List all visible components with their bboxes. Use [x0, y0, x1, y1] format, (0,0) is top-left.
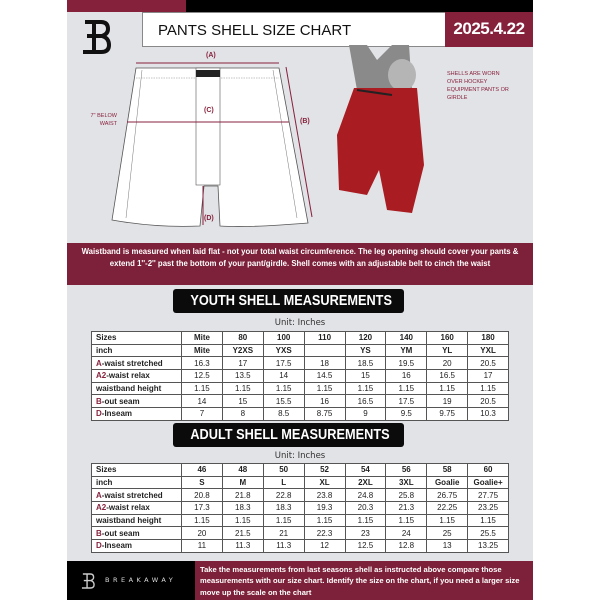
table-cell: 58	[427, 464, 468, 477]
table-cell: 180	[468, 332, 509, 345]
table-cell: 27.75	[468, 489, 509, 502]
measure-label: -out seam	[101, 528, 140, 538]
table-row	[92, 540, 509, 553]
row-label	[92, 344, 182, 357]
table-cell: 20	[182, 527, 223, 540]
table-row	[92, 344, 509, 357]
table-cell: 18	[304, 357, 345, 370]
table-cell: 15	[345, 370, 386, 383]
table-cell: 12.8	[386, 540, 427, 553]
brand-name: BREAKAWAY	[105, 576, 177, 584]
table-cell: 12.5	[345, 540, 386, 553]
measure-label: inch	[96, 346, 113, 356]
footer-brand	[67, 561, 195, 600]
table-cell: 24.8	[345, 489, 386, 502]
table-cell: 1.15	[222, 382, 263, 395]
row-label	[92, 408, 182, 421]
measure-label: -waist relax	[106, 371, 150, 381]
table-cell: YXS	[263, 344, 304, 357]
table-cell: 1.15	[427, 514, 468, 527]
table-cell: 11.3	[222, 540, 263, 553]
table-row	[92, 489, 509, 502]
table-cell: YXL	[468, 344, 509, 357]
adult-heading-text: ADULT SHELL MEASUREMENTS	[190, 426, 390, 443]
label-c: (C)	[204, 107, 214, 114]
table-cell: 1.15	[263, 382, 304, 395]
table-cell: 13	[427, 540, 468, 553]
table-cell: 9.5	[386, 408, 427, 421]
row-label	[92, 489, 182, 502]
table-cell	[304, 344, 345, 357]
table-cell: 2XL	[345, 476, 386, 489]
table-row	[92, 476, 509, 489]
table-cell: 1.15	[386, 514, 427, 527]
table-cell: 1.15	[182, 514, 223, 527]
measure-code: A2	[96, 371, 107, 381]
table-cell: Y2XS	[222, 344, 263, 357]
measure-code: B	[96, 396, 102, 406]
footer-instructions: Take the measurements from last seasons shell as instructed above compare those measurements with our size chart. Identify the size on the chart, if you need a larger size move up the scale on the chart	[195, 561, 533, 600]
table-cell: 1.15	[263, 514, 304, 527]
table-cell: 22.8	[263, 489, 304, 502]
table-cell: 19	[427, 395, 468, 408]
page-title: PANTS SHELL SIZE CHART	[142, 12, 445, 47]
table-cell: 1.15	[468, 514, 509, 527]
table-cell: 54	[345, 464, 386, 477]
table-cell: 20.5	[468, 357, 509, 370]
measure-label: -Inseam	[101, 541, 133, 551]
table-cell: 25.5	[468, 527, 509, 540]
table-cell: 14	[182, 395, 223, 408]
measure-code: D	[96, 541, 102, 551]
youth-unit: Unit: Inches	[274, 318, 326, 328]
table-cell: 1.15	[427, 382, 468, 395]
table-cell: 48	[222, 464, 263, 477]
row-label	[92, 332, 182, 345]
table-cell: 8	[222, 408, 263, 421]
table-cell: Goalie+	[468, 476, 509, 489]
table-cell: 140	[386, 332, 427, 345]
table-cell: 50	[263, 464, 304, 477]
measure-code: B	[96, 528, 102, 538]
label-b: (B)	[300, 118, 310, 125]
row-label	[92, 514, 182, 527]
table-cell: L	[263, 476, 304, 489]
row-label	[92, 502, 182, 515]
label-a: (A)	[206, 52, 216, 59]
table-row	[92, 370, 509, 383]
table-cell: 13.25	[468, 540, 509, 553]
table-cell: 21.8	[222, 489, 263, 502]
table-cell: Goalie	[427, 476, 468, 489]
table-row	[92, 382, 509, 395]
shell-note: SHELLS ARE WORN OVER HOCKEY EQUIPMENT PANTS OR GIRDLE	[447, 71, 509, 101]
table-cell: M	[222, 476, 263, 489]
table-cell: 20.3	[345, 502, 386, 515]
row-label	[92, 357, 182, 370]
table-row	[92, 332, 509, 345]
table-cell: 21	[263, 527, 304, 540]
table-cell: 120	[345, 332, 386, 345]
table-cell: 1.15	[304, 514, 345, 527]
table-cell: 11.3	[263, 540, 304, 553]
table-cell: 12	[304, 540, 345, 553]
table-cell: 23	[345, 527, 386, 540]
table-row	[92, 357, 509, 370]
date-badge: 2025.4.22	[445, 12, 533, 47]
measure-code: D	[96, 409, 102, 419]
measure-label: Sizes	[96, 465, 117, 475]
table-cell: 9	[345, 408, 386, 421]
table-cell: 60	[468, 464, 509, 477]
table-cell: 20.8	[182, 489, 223, 502]
table-cell: 22.25	[427, 502, 468, 515]
table-cell: 17.3	[182, 502, 223, 515]
table-cell: 17.5	[386, 395, 427, 408]
table-cell: 1.15	[222, 514, 263, 527]
table-cell: 21.3	[386, 502, 427, 515]
table-cell: 80	[222, 332, 263, 345]
table-cell: 1.15	[345, 514, 386, 527]
table-cell: 23.25	[468, 502, 509, 515]
table-cell: 16	[304, 395, 345, 408]
measure-code: A	[96, 358, 102, 368]
table-cell: 15	[222, 395, 263, 408]
table-cell: S	[182, 476, 223, 489]
table-row	[92, 464, 509, 477]
table-row	[92, 502, 509, 515]
table-cell: 3XL	[386, 476, 427, 489]
table-cell: 18.3	[263, 502, 304, 515]
table-cell: 26.75	[427, 489, 468, 502]
table-row	[92, 514, 509, 527]
table-cell: 15.5	[263, 395, 304, 408]
table-cell: Mite	[182, 344, 223, 357]
top-accent-bar	[67, 0, 186, 12]
measure-label: waistband height	[96, 516, 162, 526]
table-cell: 100	[263, 332, 304, 345]
measure-label: -waist stretched	[101, 358, 163, 368]
table-cell: 19.5	[386, 357, 427, 370]
hockey-shell-photo	[337, 45, 424, 213]
table-cell: 160	[427, 332, 468, 345]
table-row	[92, 395, 509, 408]
adult-unit: Unit: Inches	[274, 451, 326, 461]
measurement-info-banner: Waistband is measured when laid flat - not your total waist circumference. The leg opening should cover your pants & extend 1''-2'' past the bottom of your pant/girdle. Shell comes with an adjustable belt to cinch the waist	[67, 243, 533, 285]
table-cell: YM	[386, 344, 427, 357]
row-label	[92, 382, 182, 395]
table-cell: 8.75	[304, 408, 345, 421]
youth-size-table	[91, 331, 509, 421]
table-cell: 20.5	[468, 395, 509, 408]
adult-heading	[173, 423, 404, 447]
top-black-bar	[186, 0, 533, 12]
label-d: (D)	[204, 215, 214, 222]
table-cell: 46	[182, 464, 223, 477]
table-cell: 14	[263, 370, 304, 383]
table-cell: 17	[468, 370, 509, 383]
below-waist-note: 7'' BELOW WAIST	[90, 113, 117, 127]
table-cell: YS	[345, 344, 386, 357]
youth-heading	[173, 289, 404, 313]
measure-label: -waist stretched	[101, 490, 163, 500]
table-cell: 1.15	[386, 382, 427, 395]
measure-label: waistband height	[96, 384, 162, 394]
table-cell: 8.5	[263, 408, 304, 421]
table-cell: 16	[386, 370, 427, 383]
table-cell: 18.3	[222, 502, 263, 515]
table-cell: 14.5	[304, 370, 345, 383]
measure-code: A2	[96, 503, 107, 513]
row-label	[92, 395, 182, 408]
table-cell: 1.15	[345, 382, 386, 395]
table-cell: 7	[182, 408, 223, 421]
row-label	[92, 527, 182, 540]
table-row	[92, 408, 509, 421]
table-cell: 19.3	[304, 502, 345, 515]
table-cell: 16.5	[427, 370, 468, 383]
table-cell: 23.8	[304, 489, 345, 502]
table-cell: 22.3	[304, 527, 345, 540]
adult-size-table	[91, 463, 509, 553]
table-cell: 16.5	[345, 395, 386, 408]
table-cell: 110	[304, 332, 345, 345]
table-cell: 56	[386, 464, 427, 477]
measure-label: Sizes	[96, 333, 117, 343]
table-row	[92, 527, 509, 540]
table-cell: 52	[304, 464, 345, 477]
row-label	[92, 540, 182, 553]
table-cell: 24	[386, 527, 427, 540]
size-chart-page	[67, 0, 533, 600]
table-cell: 10.3	[468, 408, 509, 421]
table-cell: 9.75	[427, 408, 468, 421]
table-cell: 20	[427, 357, 468, 370]
measure-label: inch	[96, 478, 113, 488]
table-cell: 17	[222, 357, 263, 370]
table-cell: 11	[182, 540, 223, 553]
table-cell: 25.8	[386, 489, 427, 502]
table-cell: 18.5	[345, 357, 386, 370]
table-cell: 13.5	[222, 370, 263, 383]
row-label	[92, 464, 182, 477]
table-cell: 12.5	[182, 370, 223, 383]
table-cell: Mite	[182, 332, 223, 345]
measure-code: A	[96, 490, 102, 500]
row-label	[92, 370, 182, 383]
youth-heading-text: YOUTH SHELL MEASUREMENTS	[190, 292, 392, 309]
table-cell: 25	[427, 527, 468, 540]
table-cell: XL	[304, 476, 345, 489]
table-cell: 1.15	[304, 382, 345, 395]
breakaway-logo-small-icon	[81, 571, 95, 591]
table-cell: 1.15	[468, 382, 509, 395]
row-label	[92, 476, 182, 489]
table-cell: 21.5	[222, 527, 263, 540]
table-cell: 1.15	[182, 382, 223, 395]
measure-label: -waist relax	[106, 503, 150, 513]
table-cell: YL	[427, 344, 468, 357]
measure-label: -out seam	[101, 396, 140, 406]
measure-label: -Inseam	[101, 409, 133, 419]
table-cell: 17.5	[263, 357, 304, 370]
table-cell: 16.3	[182, 357, 223, 370]
